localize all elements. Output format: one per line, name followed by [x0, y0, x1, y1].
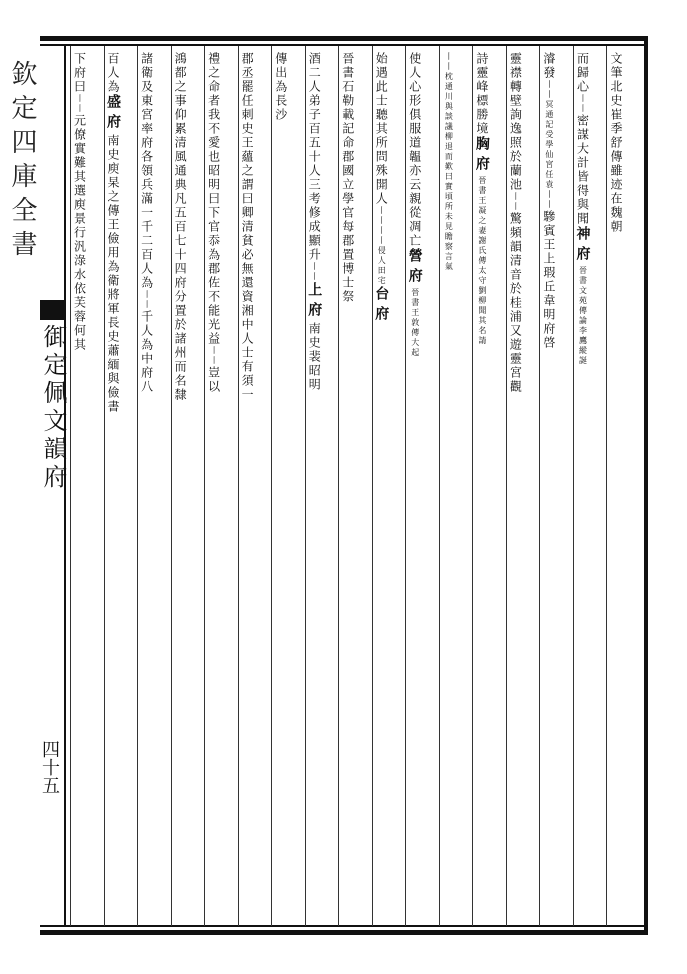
body-text: 晉書石勒載記命郡國立學官每郡置博士祭: [340, 52, 355, 304]
text-column: [608, 52, 638, 922]
annotation-text: 丨丨: [544, 190, 554, 210]
text-column: [541, 52, 571, 922]
body-text: 驂賓王上: [541, 210, 556, 266]
right-border: [644, 36, 648, 935]
body-text: 靈襟轉壁詢逸照於蘭池: [508, 52, 523, 192]
annotation-text: 丨丨: [209, 346, 219, 366]
bottom-border: [40, 930, 648, 935]
entry-heading: 上府: [306, 282, 323, 322]
annotation-text: 丨丨: [310, 262, 320, 282]
body-text: 驚頻韻清音於桂浦又遊靈宮觀: [508, 212, 523, 394]
annotation-text: 晉書王敦傳大起: [410, 288, 420, 358]
body-text: 南史裴昭明: [307, 322, 322, 392]
annotation-text: 冥通記受學仙宮任袁: [544, 100, 554, 190]
text-column: [72, 52, 102, 922]
top-border-inner: [40, 44, 648, 46]
body-text: 密謀大計皆得與聞: [575, 114, 590, 226]
body-text: 曰: [72, 80, 87, 94]
body-text: 始遇此士聽其所問殊開人: [374, 52, 389, 206]
annotation-text: 丨丨: [75, 94, 85, 114]
text-column: [106, 52, 136, 922]
book-title: 欽定四庫全書: [7, 60, 37, 264]
text-column: [374, 52, 404, 922]
column-divider: [271, 46, 272, 926]
body-text: 諸衛及東宮率府各領兵滿一千二百人為: [139, 52, 154, 290]
text-column: [173, 52, 203, 922]
body-text: 詩靈峰標勝境: [474, 52, 489, 136]
body-text: 酒二人弟子百五十人三考修成顯升: [307, 52, 322, 262]
text-column: [139, 52, 169, 922]
body-text: 百人為: [106, 52, 121, 94]
annotation-text: 枕通川: [444, 72, 454, 102]
body-text: 元僚實難其選庾景行汎淥水依芙蓉何其: [72, 114, 87, 352]
body-text: 鴻都之事仰累清風通典凡五百七十四府分置於諸州而名隸: [173, 52, 188, 402]
text-column: [575, 52, 605, 922]
book-subtitle: 御定佩文韻府: [39, 324, 67, 492]
text-column: [508, 52, 538, 922]
body-text: 濬發: [541, 52, 556, 80]
annotation-text: 晉書文苑傳論李鷹縱誕: [578, 266, 588, 366]
text-column: [474, 52, 504, 922]
body-text: 瑕丘韋明府啓: [541, 266, 556, 350]
annotation-text: 晉書王凝之妻謝氏傳太守劉柳聞其名請: [477, 176, 487, 346]
entry-heading: 營府: [406, 248, 423, 288]
body-text: 傳出為長沙: [273, 52, 288, 122]
bottom-border-inner: [40, 925, 648, 927]
text-column: [340, 52, 370, 922]
body-text: 郡丞罷任刺史王蘊之謂曰卿清貧必無還資湘中人士有須一: [240, 52, 255, 402]
annotation-text: 與談議柳退而歎曰實頃所未見瞻察言氣: [444, 102, 454, 272]
annotation-text: 丨丨: [544, 80, 554, 100]
body-text: 南史庾杲之傳王儉用為衛將軍長史蕭緬與儉書: [106, 134, 121, 414]
body-text: 下府: [72, 52, 87, 80]
text-column: [273, 52, 303, 922]
entry-heading: 胸府: [473, 136, 490, 176]
annotation-text: 丨丨: [511, 192, 521, 212]
annotation-text: 丨丨: [444, 52, 454, 72]
body-text: 千人為中府八: [139, 310, 154, 394]
entry-heading: 盛府: [105, 94, 122, 134]
text-column: [240, 52, 270, 922]
entry-heading: 神府: [574, 226, 591, 266]
body-text: 禮之命者我不愛也昭明曰下官忝為郡佐不能光益: [206, 52, 221, 346]
text-column: [441, 52, 471, 922]
text-column: [407, 52, 437, 922]
body-text: 而歸心: [575, 52, 590, 94]
text-column: [307, 52, 337, 922]
text-column: [206, 52, 236, 922]
annotation-text: 丨丨: [142, 290, 152, 310]
body-text: 使人心形俱服道韞亦云親從凋亡: [407, 52, 422, 248]
top-border: [40, 36, 648, 41]
entry-heading: 台府: [373, 286, 390, 326]
body-text: 豈以: [206, 366, 221, 394]
annotation-text: 侵人田宅: [377, 246, 387, 286]
annotation-text: 丨丨: [377, 226, 387, 246]
annotation-text: 丨丨: [377, 206, 387, 226]
body-text: 文筆北史崔季舒傳雖迹在魏朝: [608, 52, 623, 234]
annotation-text: 丨丨: [578, 94, 588, 114]
page-number: 四十五: [39, 740, 60, 794]
